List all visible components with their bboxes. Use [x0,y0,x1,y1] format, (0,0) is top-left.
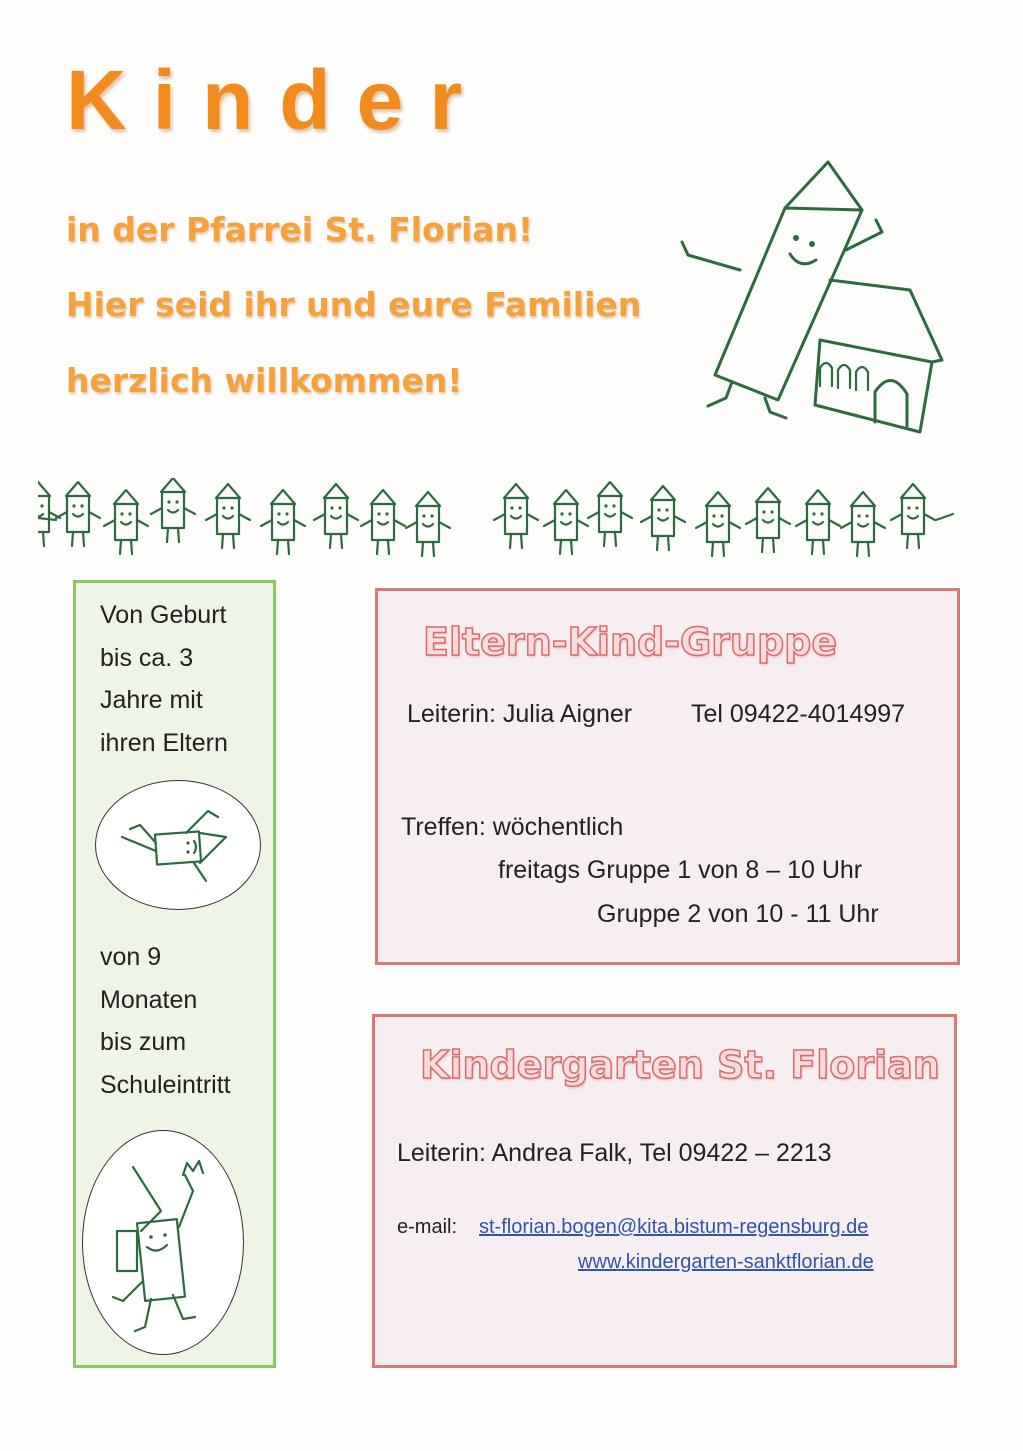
headline-parish: in der Pfarrei St. Florian! [66,210,534,249]
age-text-bottom [100,936,270,1107]
age-line: Jahre mit [100,686,203,715]
age-line: ihren Eltern [100,729,228,758]
kindergarten-leader: Leiterin: Andrea Falk, Tel 09422 – 2213 [397,1139,832,1167]
children-chain-drawing [38,478,958,560]
child-with-backpack-drawing [83,1131,242,1353]
headline-families: Hier seid ihr und eure Familien [66,285,642,324]
email-link[interactable]: st-florian.bogen@kita.bistum-regensburg.de [479,1216,869,1238]
age-line: bis zum [100,1028,187,1057]
headline-welcome: herzlich willkommen! [66,361,463,400]
page-title: Kinder [66,53,489,147]
age-line: bis ca. 3 [100,643,194,672]
age-text-top [100,594,270,765]
website-link[interactable]: www.kindergarten-sanktflorian.de [578,1251,874,1273]
age-line: Monaten [100,985,198,1014]
meeting-label: Treffen: wöchentlich [401,813,624,841]
eltern-kind-phone: Tel 09422-4014997 [691,700,906,728]
age-line: Von Geburt [100,601,227,629]
church-mascot-drawing [670,150,960,450]
eltern-kind-leader: Leiterin: Julia Aigner [407,700,633,728]
child-backpack-oval [82,1130,244,1355]
eltern-kind-gruppe-title: Eltern-Kind-Gruppe [423,620,838,664]
email-label: e-mail: [397,1216,458,1238]
crawling-baby-oval [95,780,261,910]
age-line: von 9 [100,943,162,971]
meeting-group2: Gruppe 2 von 10 - 11 Uhr [597,900,879,928]
kindergarten-title: Kindergarten St. Florian [420,1043,940,1087]
age-line: Schuleintritt [100,1071,231,1100]
meeting-group1: freitags Gruppe 1 von 8 – 10 Uhr [498,856,863,884]
crawling-baby-drawing [96,781,259,908]
